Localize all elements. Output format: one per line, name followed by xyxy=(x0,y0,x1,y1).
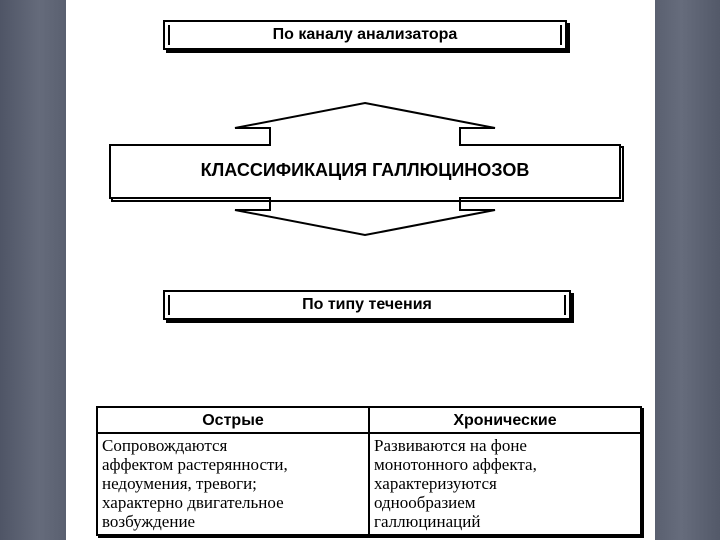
top-box xyxy=(163,20,567,50)
column-header-chronic: Хронические xyxy=(370,408,640,434)
chronic-line: галлюцинаций xyxy=(374,512,481,531)
center-title: КЛАССИФИКАЦИЯ ГАЛЛЮЦИНОЗОВ xyxy=(200,160,530,180)
background-right-panel xyxy=(655,0,720,540)
bottom-box xyxy=(163,290,571,320)
background-left-panel xyxy=(0,0,66,540)
column-body-acute xyxy=(98,434,368,533)
column-header-acute: Острые xyxy=(98,408,368,434)
acute-line: Сопровождаются xyxy=(102,436,228,455)
chronic-line: монотонного аффекта, xyxy=(374,455,537,474)
chronic-line: Развиваются на фоне xyxy=(374,436,527,455)
bottom-box-label: По типу течения xyxy=(302,296,432,313)
column-body-chronic xyxy=(370,434,640,533)
top-box-label: По каналу анализатора xyxy=(272,26,458,43)
acute-line: недоумения, тревоги; xyxy=(102,474,257,493)
chronic-line: характеризуются xyxy=(374,474,497,493)
acute-line: аффектом растерянности, xyxy=(102,455,288,474)
chronic-line: однообразием xyxy=(374,493,476,512)
acute-line: возбуждение xyxy=(102,512,196,531)
comparison-table xyxy=(96,406,642,536)
acute-line: характерно двигательное xyxy=(102,493,284,512)
